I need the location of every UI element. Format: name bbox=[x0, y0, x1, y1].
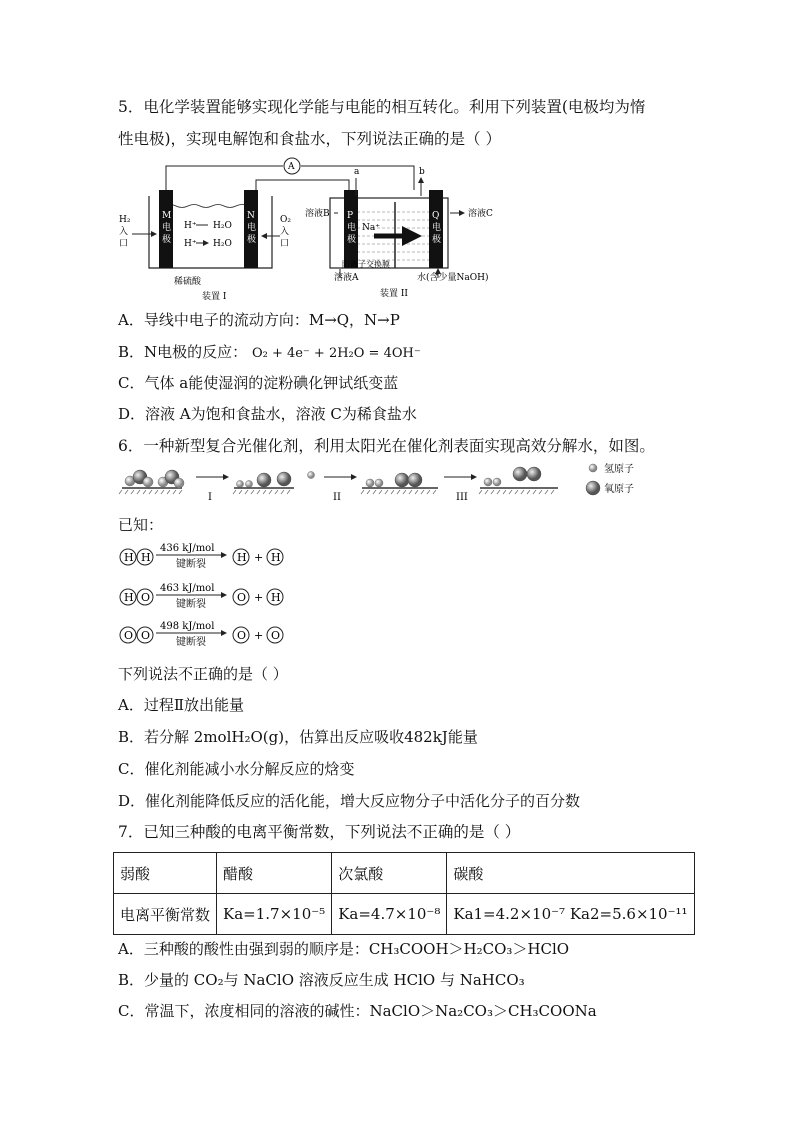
svg-text:M: M bbox=[162, 211, 172, 221]
ammeter-label: A bbox=[288, 162, 295, 172]
svg-text:P: P bbox=[347, 211, 354, 221]
svg-text:H⁺: H⁺ bbox=[184, 221, 197, 231]
svg-text:O: O bbox=[237, 629, 247, 642]
svg-text:电: 电 bbox=[432, 223, 442, 233]
svg-text:H₂: H₂ bbox=[119, 215, 131, 225]
svg-text:+: + bbox=[254, 551, 264, 564]
table-cell: 弱酸 bbox=[114, 853, 217, 894]
q5-option-c: C．气体 a能使湿润的淀粉碘化钾试纸变蓝 bbox=[118, 374, 399, 392]
oxygen-legend-icon bbox=[586, 481, 600, 495]
device1-label: 装置 I bbox=[202, 292, 227, 302]
svg-text:b: b bbox=[419, 167, 425, 177]
q6-option-a: A．过程Ⅱ放出能量 bbox=[118, 696, 245, 714]
svg-text:H: H bbox=[141, 551, 151, 564]
hydrogen-legend-icon bbox=[589, 464, 597, 472]
svg-text:O: O bbox=[141, 591, 151, 604]
q5-stem-line2: 性电极)，实现电解饱和食盐水，下列说法正确的是（ ） bbox=[118, 130, 501, 148]
svg-text:O: O bbox=[124, 629, 134, 642]
svg-text:电: 电 bbox=[347, 223, 357, 233]
svg-text:O: O bbox=[271, 629, 281, 642]
svg-text:H: H bbox=[271, 591, 281, 604]
q7-option-a: A．三种酸的酸性由强到弱的顺序是：CH₃COOH＞H₂CO₃＞HClO bbox=[118, 940, 570, 958]
svg-text:a: a bbox=[354, 167, 360, 177]
svg-text:H: H bbox=[237, 551, 247, 564]
bond-row-ho bbox=[120, 583, 283, 610]
svg-text:入: 入 bbox=[280, 227, 290, 237]
svg-text:N: N bbox=[247, 211, 255, 221]
svg-text:H: H bbox=[124, 551, 134, 564]
q5-option-d: D．溶液 A为饱和食盐水，溶液 C为稀食盐水 bbox=[118, 405, 417, 423]
svg-text:463 kJ/mol: 463 kJ/mol bbox=[160, 583, 215, 594]
svg-text:H⁺: H⁺ bbox=[184, 239, 197, 249]
step-2-label: II bbox=[333, 492, 341, 503]
q5-option-a: A．导线中电子的流动方向：M→Q，N→P bbox=[118, 311, 400, 329]
svg-text:H₂O: H₂O bbox=[213, 239, 232, 249]
svg-text:H: H bbox=[124, 591, 134, 604]
q6-known: 已知： bbox=[118, 516, 164, 534]
svg-text:O: O bbox=[141, 629, 151, 642]
electrochemistry-diagram bbox=[112, 156, 502, 304]
svg-text:电: 电 bbox=[162, 223, 172, 233]
table-cell: 醋酸 bbox=[217, 853, 332, 894]
legend-oxygen: 氧原子 bbox=[604, 484, 634, 495]
acid-constant-table bbox=[113, 852, 695, 935]
svg-text:键断裂: 键断裂 bbox=[176, 637, 206, 648]
bond-row-oo bbox=[120, 621, 283, 648]
q7-option-b: B．少量的 CO₂与 NaClO 溶液反应生成 HClO 与 NaHCO₃ bbox=[118, 971, 525, 989]
svg-text:H₂O: H₂O bbox=[213, 221, 232, 231]
svg-text:极: 极 bbox=[432, 235, 442, 245]
svg-text:水(含少量NaOH): 水(含少量NaOH) bbox=[417, 273, 489, 283]
q5-option-b: B．N电极的反应： O₂ + 4e⁻ + 2H₂O = 4OH⁻ bbox=[118, 343, 421, 361]
legend-hydrogen: 氢原子 bbox=[604, 464, 634, 475]
bond-row-hh bbox=[120, 543, 283, 570]
q6-stem: 6．一种新型复合光催化剂，利用太阳光在催化剂表面实现高效分解水，如图。 bbox=[118, 437, 655, 455]
step-1-label: I bbox=[208, 492, 212, 503]
svg-text:Q: Q bbox=[432, 211, 440, 221]
svg-text:极: 极 bbox=[347, 235, 357, 245]
svg-text:键断裂: 键断裂 bbox=[176, 559, 206, 570]
table-cell: 电离平衡常数 bbox=[114, 894, 217, 935]
svg-text:口: 口 bbox=[119, 239, 129, 249]
svg-text:键断裂: 键断裂 bbox=[176, 599, 206, 610]
svg-text:+: + bbox=[254, 629, 264, 642]
svg-text:极: 极 bbox=[162, 235, 172, 245]
svg-text:电: 电 bbox=[247, 223, 257, 233]
svg-text:436 kJ/mol: 436 kJ/mol bbox=[160, 543, 215, 554]
svg-text:口: 口 bbox=[280, 239, 290, 249]
table-cell: 碳酸 bbox=[447, 853, 694, 894]
svg-text:Na⁺: Na⁺ bbox=[362, 223, 380, 233]
svg-text:溶液B: 溶液B bbox=[305, 209, 330, 219]
electrolyte-label: 稀硫酸 bbox=[174, 277, 202, 287]
q6-option-c: C．催化剂能减小水分解反应的焓变 bbox=[118, 760, 355, 778]
table-cell: 次氯酸 bbox=[332, 853, 447, 894]
q6-option-b: B．若分解 2molH₂O(g)，估算出反应吸收482kJ能量 bbox=[118, 728, 478, 746]
bond-energy-equations bbox=[118, 540, 308, 652]
q7-option-c: C．常温下，浓度相同的溶液的碱性：NaClO＞Na₂CO₃＞CH₃COONa bbox=[118, 1002, 597, 1020]
svg-text:入: 入 bbox=[119, 227, 129, 237]
table-cell: Ka=1.7×10⁻⁵ bbox=[217, 894, 332, 935]
svg-text:溶液C: 溶液C bbox=[468, 209, 493, 219]
q6-question: 下列说法不正确的是（ ） bbox=[118, 665, 288, 683]
photocatalysis-process-diagram bbox=[118, 462, 678, 504]
svg-text:H: H bbox=[271, 551, 281, 564]
step-3-label: III bbox=[456, 492, 468, 503]
svg-text:O: O bbox=[237, 591, 247, 604]
table-cell: Ka1=4.2×10⁻⁷ Ka2=5.6×10⁻¹¹ bbox=[447, 894, 694, 935]
svg-text:极: 极 bbox=[247, 235, 257, 245]
svg-text:+: + bbox=[254, 591, 264, 604]
q6-option-d: D．催化剂能降低反应的活化能，增大反应物分子中活化分子的百分数 bbox=[118, 792, 581, 810]
table-row bbox=[114, 894, 695, 935]
svg-text:溶液A: 溶液A bbox=[334, 273, 359, 283]
device2-label: 装置 II bbox=[380, 289, 408, 299]
q7-stem: 7．已知三种酸的电离平衡常数，下列说法不正确的是（ ） bbox=[118, 823, 521, 841]
table-header-row bbox=[114, 853, 695, 894]
svg-text:O₂: O₂ bbox=[280, 215, 291, 225]
q5-stem-line1: 5．电化学装置能够实现化学能与电能的相互转化。利用下列装置(电极均为惰 bbox=[118, 98, 646, 116]
svg-text:498 kJ/mol: 498 kJ/mol bbox=[160, 621, 215, 632]
table-cell: Ka=4.7×10⁻⁸ bbox=[332, 894, 447, 935]
svg-text:阳离子交换膜: 阳离子交换膜 bbox=[342, 260, 390, 269]
